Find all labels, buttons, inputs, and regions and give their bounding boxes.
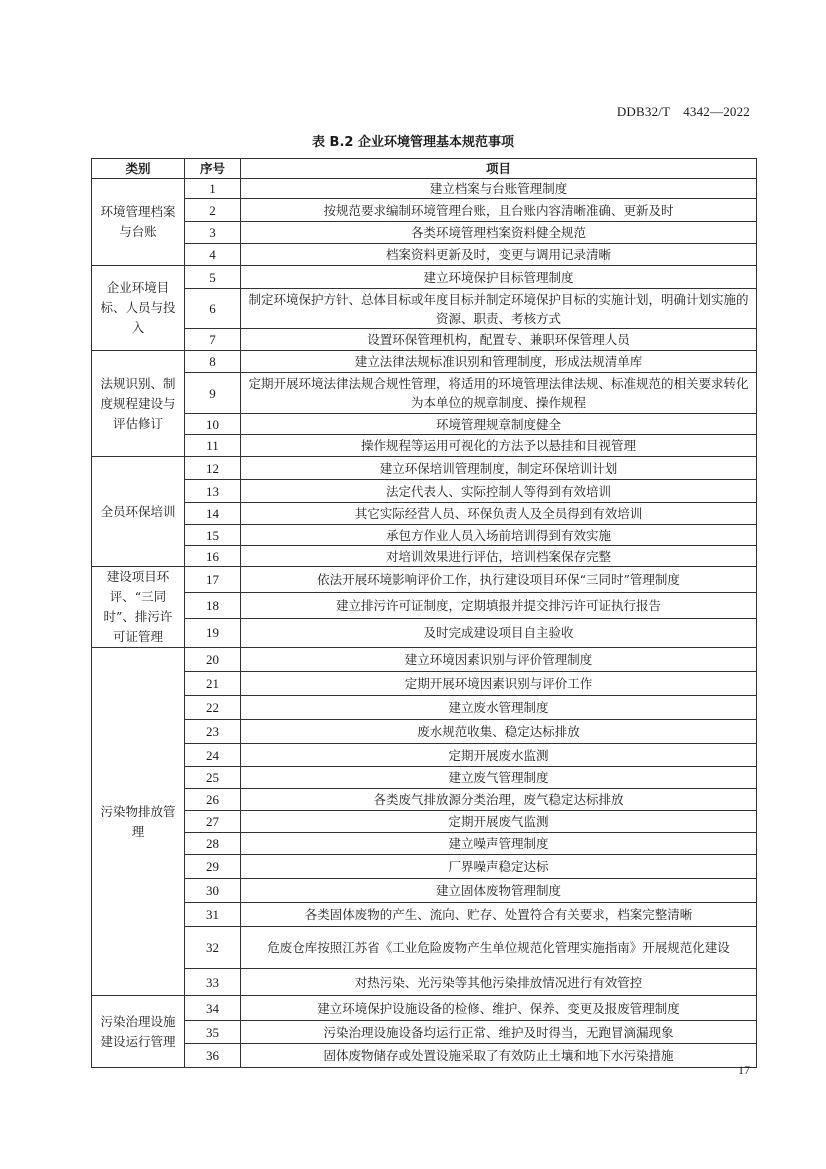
item-cell: 各类废气排放源分类治理，废气稳定达标排放 <box>241 789 757 811</box>
table-row <box>92 648 757 672</box>
number-cell: 6 <box>185 289 241 329</box>
number-cell: 32 <box>185 927 241 969</box>
table-row <box>92 855 757 879</box>
item-cell: 建立噪声管理制度 <box>241 833 757 855</box>
number-cell: 27 <box>185 811 241 833</box>
item-cell: 各类环境管理档案资料健全规范 <box>241 222 757 244</box>
table-row <box>92 503 757 525</box>
category-cell: 全员环保培训 <box>92 457 185 567</box>
page-number: 17 <box>738 1063 750 1077</box>
item-cell: 对培训效果进行评估，培训档案保存完整 <box>241 546 757 567</box>
category-cell: 建设项目环评、“三同时”、排污许可证管理 <box>92 567 185 648</box>
item-cell: 建立固体废物管理制度 <box>241 879 757 903</box>
item-cell: 建立环保培训管理制度，制定环保培训计划 <box>241 457 757 480</box>
item-cell: 固体废物储存或处置设施采取了有效防止土壤和地下水污染措施 <box>241 1044 757 1068</box>
item-cell: 及时完成建设项目自主验收 <box>241 618 757 647</box>
number-cell: 17 <box>185 567 241 593</box>
management-items-table <box>91 158 757 1068</box>
number-cell: 12 <box>185 457 241 480</box>
item-cell: 建立环境保护设施设备的检修、维护、保养、变更及报废管理制度 <box>241 996 757 1021</box>
table-row <box>92 618 757 647</box>
number-cell: 20 <box>185 648 241 672</box>
number-cell: 19 <box>185 618 241 647</box>
number-cell: 3 <box>185 222 241 244</box>
number-cell: 21 <box>185 672 241 696</box>
table-row <box>92 266 757 289</box>
number-cell: 30 <box>185 879 241 903</box>
table-row <box>92 969 757 996</box>
number-cell: 4 <box>185 244 241 266</box>
item-cell: 其它实际经营人员、环保负责人及全员得到有效培训 <box>241 503 757 525</box>
number-cell: 9 <box>185 373 241 414</box>
table-row <box>92 525 757 546</box>
number-cell: 29 <box>185 855 241 879</box>
item-cell: 定期开展废水监测 <box>241 744 757 767</box>
table-row <box>92 373 757 414</box>
number-cell: 26 <box>185 789 241 811</box>
table-row <box>92 879 757 903</box>
item-cell: 档案资料更新及时，变更与调用记录清晰 <box>241 244 757 266</box>
category-cell: 法规识别、制度规程建设与评估修订 <box>92 351 185 457</box>
table-row <box>92 457 757 480</box>
category-cell: 环境管理档案与台账 <box>92 179 185 266</box>
column-header-category: 类别 <box>92 159 185 179</box>
table-row <box>92 289 757 329</box>
table-row <box>92 1021 757 1044</box>
number-cell: 31 <box>185 903 241 927</box>
table-row <box>92 351 757 373</box>
number-cell: 16 <box>185 546 241 567</box>
item-cell: 按规范要求编制环境管理台账，且台账内容清晰准确、更新及时 <box>241 199 757 222</box>
number-cell: 8 <box>185 351 241 373</box>
number-cell: 22 <box>185 696 241 720</box>
item-cell: 对热污染、光污染等其他污染排放情况进行有效管控 <box>241 969 757 996</box>
item-cell: 建立环境因素识别与评价管理制度 <box>241 648 757 672</box>
item-cell: 制定环境保护方针、总体目标或年度目标并制定环境保护目标的实施计划，明确计划实施的资源、职责、考核方式 <box>241 289 757 329</box>
number-cell: 36 <box>185 1044 241 1068</box>
item-cell: 建立废水管理制度 <box>241 696 757 720</box>
table-row <box>92 435 757 457</box>
number-cell: 2 <box>185 199 241 222</box>
table-row <box>92 199 757 222</box>
item-cell: 操作规程等运用可视化的方法予以悬挂和目视管理 <box>241 435 757 457</box>
number-cell: 1 <box>185 179 241 199</box>
item-cell: 法定代表人、实际控制人等得到有效培训 <box>241 480 757 503</box>
item-cell: 建立废气管理制度 <box>241 767 757 789</box>
table-row <box>92 833 757 855</box>
table-row <box>92 567 757 593</box>
table-row <box>92 927 757 969</box>
document-code: DDB32/T 4342—2022 <box>616 104 750 119</box>
item-cell: 厂界噪声稳定达标 <box>241 855 757 879</box>
item-cell: 建立环境保护目标管理制度 <box>241 266 757 289</box>
item-cell: 各类固体废物的产生、流向、贮存、处置符合有关要求，档案完整清晰 <box>241 903 757 927</box>
number-cell: 18 <box>185 592 241 618</box>
number-cell: 7 <box>185 329 241 351</box>
table-row <box>92 480 757 503</box>
item-cell: 污染治理设施设备均运行正常、维护及时得当，无跑冒滴漏现象 <box>241 1021 757 1044</box>
table-row <box>92 672 757 696</box>
number-cell: 24 <box>185 744 241 767</box>
category-cell: 污染物排放管理 <box>92 648 185 996</box>
item-cell: 环境管理规章制度健全 <box>241 414 757 435</box>
table-row <box>92 222 757 244</box>
item-cell: 废水规范收集、稳定达标排放 <box>241 720 757 744</box>
table-row <box>92 903 757 927</box>
number-cell: 14 <box>185 503 241 525</box>
table-row <box>92 592 757 618</box>
number-cell: 25 <box>185 767 241 789</box>
table-row <box>92 179 757 199</box>
number-cell: 5 <box>185 266 241 289</box>
item-cell: 建立法律法规标准识别和管理制度，形成法规清单库 <box>241 351 757 373</box>
table-row <box>92 720 757 744</box>
table-row <box>92 811 757 833</box>
item-cell: 定期开展环境因素识别与评价工作 <box>241 672 757 696</box>
number-cell: 34 <box>185 996 241 1021</box>
item-cell: 建立排污许可证制度，定期填报并提交排污许可证执行报告 <box>241 592 757 618</box>
number-cell: 28 <box>185 833 241 855</box>
item-cell: 设置环保管理机构，配置专、兼职环保管理人员 <box>241 329 757 351</box>
table-row <box>92 696 757 720</box>
number-cell: 23 <box>185 720 241 744</box>
number-cell: 10 <box>185 414 241 435</box>
table-row <box>92 744 757 767</box>
table-row <box>92 1044 757 1068</box>
item-cell: 定期开展环境法律法规合规性管理，将适用的环境管理法律法规、标准规范的相关要求转化为本单位的规章制度、操作规程 <box>241 373 757 414</box>
category-cell: 企业环境目标、人员与投入 <box>92 266 185 351</box>
table-row <box>92 789 757 811</box>
table-header-row <box>92 159 757 179</box>
table-row <box>92 996 757 1021</box>
table-row <box>92 767 757 789</box>
item-cell: 定期开展废气监测 <box>241 811 757 833</box>
column-header-item: 项目 <box>241 159 757 179</box>
table-row <box>92 244 757 266</box>
table-row <box>92 546 757 567</box>
number-cell: 15 <box>185 525 241 546</box>
item-cell: 危废仓库按照江苏省《工业危险废物产生单位规范化管理实施指南》开展规范化建设 <box>241 927 757 969</box>
table-row <box>92 414 757 435</box>
table-body <box>92 179 757 1068</box>
item-cell: 依法开展环境影响评价工作，执行建设项目环保“三同时”管理制度 <box>241 567 757 593</box>
column-header-number: 序号 <box>185 159 241 179</box>
table-caption: 表 B.2 企业环境管理基本规范事项 <box>312 135 514 150</box>
item-cell: 承包方作业人员入场前培训得到有效实施 <box>241 525 757 546</box>
number-cell: 33 <box>185 969 241 996</box>
item-cell: 建立档案与台账管理制度 <box>241 179 757 199</box>
number-cell: 35 <box>185 1021 241 1044</box>
category-cell: 污染治理设施建设运行管理 <box>92 996 185 1068</box>
number-cell: 13 <box>185 480 241 503</box>
number-cell: 11 <box>185 435 241 457</box>
table-row <box>92 329 757 351</box>
